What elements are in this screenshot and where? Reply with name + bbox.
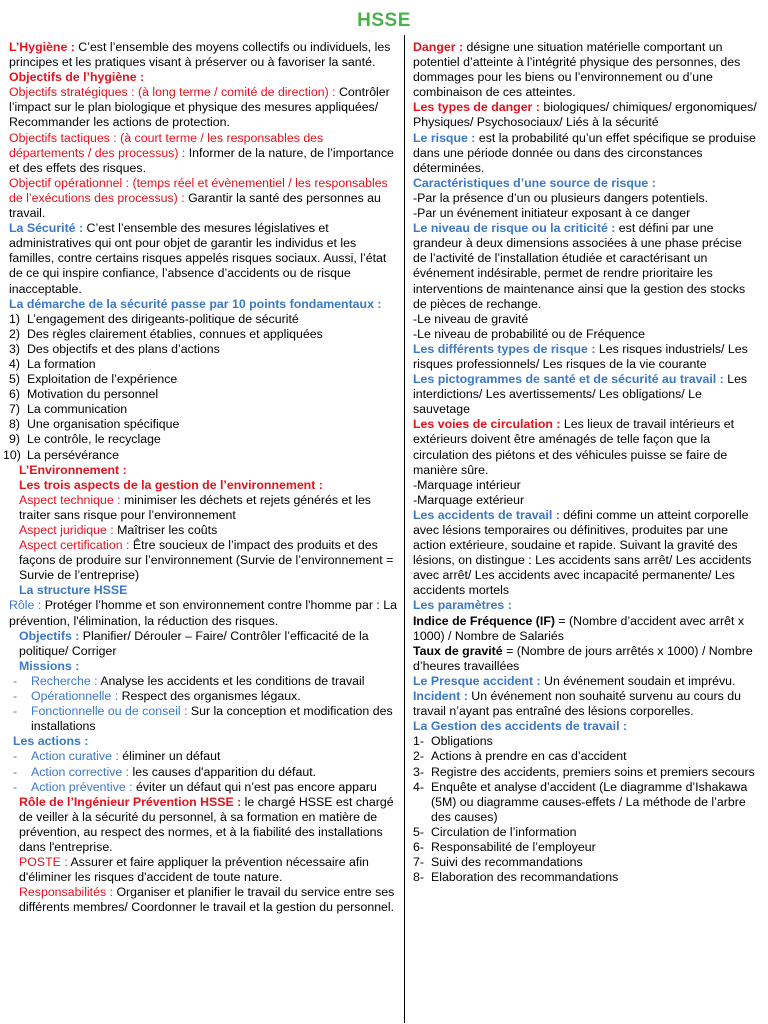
text-run: -Le niveau de gravité [413, 311, 529, 326]
list-number: 1) [9, 311, 20, 326]
text-run: Les risques industriels/ Les risques professionnels/ Les risques de la vie courante [413, 341, 748, 371]
text-run: Circulation de l’information [431, 824, 577, 839]
text-run: est défini par une grandeur à deux dimensions associées à une phase précise de l’activité de l’installation étudiée et caractérisant un événement indésirable, permet de rendre prioritaire les interventions de maintenance ainsi que la gestion des stocks de pièces de rechange. [413, 221, 746, 311]
text-run: Le Presque accident : [413, 673, 545, 688]
text-run: La Sécurité : [9, 221, 87, 236]
right-paragraph [413, 719, 758, 734]
text-run: Les lieux de travail intérieurs et extérieurs doivent être aménagés de telle façon que la circulation des piétons et des véhicules puisse se faire de manière sûre. [413, 417, 735, 477]
text-run: La persévérance [27, 447, 119, 462]
text-run: désigne une situation matérielle comportant un potentiel d’atteinte à l’intégrité physique des personnes, des dommages pour les biens ou l’environnement ou d’une combinaison de ces atteintes. [413, 40, 741, 100]
text-run: Suivi des recommandations [431, 855, 583, 870]
list-number: 10) [3, 447, 21, 462]
column-divider [404, 35, 405, 1023]
text-run: Action préventive : [31, 779, 136, 794]
text-run: La structure HSSE [19, 583, 128, 598]
text-run: Être soucieux de l’impact des produits et des façons de produire sur l’environnement (Survie de l’environnement = Survie de l’entreprise) [19, 538, 394, 583]
text-run: L’Hygiène : [9, 40, 79, 54]
text-run: Caractéristiques d’une source de risque : [413, 175, 656, 190]
text-run: Garantir la santé des personnes au travail. [9, 190, 381, 221]
right-paragraph [413, 312, 758, 327]
left-paragraph [13, 704, 399, 734]
text-run: Maîtriser les coûts [117, 523, 218, 537]
text-run: Objectifs tactiques : (à court terme / les responsables des départements / des processus) : [9, 130, 324, 160]
right-paragraph [413, 40, 758, 100]
right-paragraph [413, 840, 758, 855]
text-run: Une organisation spécifique [27, 417, 180, 432]
left-paragraph [9, 402, 399, 417]
left-paragraph [9, 432, 399, 447]
list-number: 3- [413, 764, 424, 779]
right-paragraph [413, 674, 758, 689]
list-number: 4) [9, 356, 20, 371]
text-run: Aspect juridique : [19, 523, 118, 537]
text-run: est la probabilité qu’un effet spécifique se produise dans une période donnée ou dans des circonstances déterminées. [413, 130, 756, 175]
text-run: -Marquage extérieur [413, 492, 525, 507]
left-paragraph [9, 297, 399, 312]
text-run: = (Nombre de jours arrêtés x 1000) / Nombre d’heures travaillées [413, 643, 753, 673]
dash-bullet: - [13, 673, 18, 688]
right-paragraph [413, 614, 758, 644]
left-paragraph [9, 598, 399, 628]
text-run: La communication [27, 402, 128, 417]
list-number: 1- [413, 734, 424, 749]
text-run: Responsabilités : [19, 885, 117, 900]
text-run: -Marquage intérieur [413, 477, 521, 492]
text-run: biologiques/ chimiques/ ergonomiques/ Physiques/ Psychosociaux/ Liés à la sécurité [413, 100, 757, 130]
text-run: Informer de la nature, de l’importance et des effets des risques. [9, 145, 394, 175]
left-paragraph [9, 478, 399, 493]
right-paragraph [413, 100, 758, 130]
left-paragraph [9, 176, 399, 221]
text-run: Missions : [19, 658, 80, 673]
dash-bullet: - [13, 764, 18, 779]
text-run: Un événement soudain et imprévu. [544, 673, 736, 688]
text-run: Les paramètres : [413, 598, 512, 613]
left-paragraph [9, 131, 399, 176]
page-title: HSSE [357, 10, 411, 31]
text-run: Les voies de circulation : [413, 417, 564, 432]
left-paragraph [9, 312, 399, 327]
text-run: Incident : [413, 689, 472, 704]
left-paragraph [9, 463, 399, 478]
text-run: Sur la conception et modification des installations [31, 704, 393, 734]
text-run: Contrôler l’impact sur le plan biologique et physique des mesures appliquées/ Recommander les actions de protection. [9, 85, 390, 130]
right-paragraph [413, 644, 758, 674]
left-paragraph [9, 855, 399, 885]
text-run: L’Environnement : [19, 462, 127, 477]
text-run: Action corrective : [31, 764, 133, 779]
text-run: Le niveau de risque ou la criticité : [413, 221, 619, 236]
text-run: Responsabilité de l’employeur [431, 839, 596, 854]
text-run: minimiser les déchets et rejets générés et les traiter sans risque pour l’environnement [19, 492, 371, 522]
right-paragraph [413, 855, 758, 870]
left-paragraph [9, 734, 399, 749]
list-number: 6- [413, 839, 424, 854]
left-paragraph [9, 885, 399, 915]
right-column [413, 40, 758, 885]
text-run: éliminer un défaut [122, 749, 221, 764]
left-paragraph [9, 70, 399, 85]
text-run: La Gestion des accidents de travail : [413, 719, 628, 734]
dash-bullet: - [13, 749, 18, 764]
left-paragraph [13, 689, 399, 704]
text-run: Un événement non souhaité survenu au cours du travail n’ayant pas entraîné des lésions corporelles. [413, 689, 741, 719]
left-paragraph [9, 659, 399, 674]
left-paragraph [9, 85, 399, 130]
text-run: Le contrôle, le recyclage [27, 432, 161, 447]
text-run: -Par un événement initiateur exposant à ce danger [413, 206, 691, 221]
text-run: La formation [27, 356, 96, 371]
text-run: C’est l’ensemble des moyens collectifs ou individuels, les principes et les pratiques visant à préserver ou à favoriser la santé. [9, 40, 391, 70]
text-run: Organiser et planifier le travail du service entre ses différents membres/ Coordonner le travail et la gestion du personnel. [19, 885, 395, 915]
dash-bullet: - [13, 704, 18, 719]
left-paragraph [13, 749, 399, 764]
text-run: Les interdictions/ Les avertissements/ Les obligations/ Le sauvetage [413, 372, 748, 417]
right-paragraph [413, 342, 758, 372]
list-number: 2- [413, 749, 424, 764]
text-run: Rôle : [9, 598, 45, 613]
text-run: Opérationnelle : [31, 689, 122, 704]
text-run: Les accidents de travail : [413, 507, 564, 522]
right-paragraph [413, 765, 758, 780]
list-number: 4- [413, 779, 424, 794]
text-run: Planifier/ Dérouler – Faire/ Contrôler l’efficacité de la politique/ Corriger [19, 628, 369, 658]
text-run: Analyse les accidents et les conditions de travail [100, 673, 365, 688]
text-run: Obligations [431, 734, 493, 749]
list-number: 6) [9, 387, 20, 402]
text-run: Objectifs : [19, 628, 83, 643]
left-paragraph [9, 357, 399, 372]
right-paragraph [413, 598, 758, 613]
text-run: -Par la présence d’un ou plusieurs dangers potentiels. [413, 190, 709, 205]
text-run: Objectif opérationnel : (temps réel et évènementiel / les responsables de l’exécutions des processus) : [9, 175, 388, 205]
right-paragraph [413, 327, 758, 342]
text-run: Rôle de l’Ingénieur Prévention HSSE : [19, 794, 245, 809]
text-run: Recherche : [31, 673, 101, 688]
list-number: 5- [413, 824, 424, 839]
list-number: 8) [9, 417, 20, 432]
text-run: Objectifs stratégiques : (à long terme / comité de direction) : [9, 85, 336, 100]
text-run: Les actions : [13, 734, 89, 749]
right-paragraph [413, 493, 758, 508]
text-run: Respect des organismes légaux. [121, 689, 301, 704]
list-number: 8- [413, 870, 424, 885]
text-run: -Le niveau de probabilité ou de Fréquence [413, 326, 645, 341]
right-paragraph [413, 508, 758, 599]
left-paragraph [13, 780, 399, 795]
text-run: Indice de Fréquence (IF) [413, 613, 555, 628]
text-run: Objectifs de l’hygiène : [9, 70, 145, 85]
left-paragraph [9, 417, 399, 432]
right-paragraph [413, 689, 758, 719]
list-number: 2) [9, 326, 20, 341]
right-paragraph [413, 221, 758, 312]
right-paragraph [413, 870, 758, 885]
text-run: Fonctionnelle ou de conseil : [31, 704, 191, 719]
text-run: Les différents types de risque : [413, 341, 599, 356]
right-paragraph [413, 734, 758, 749]
right-paragraph [413, 372, 758, 417]
text-run: POSTE : [19, 855, 71, 870]
left-column [3, 40, 399, 915]
text-run: Les types de danger : [413, 100, 544, 115]
left-paragraph [9, 40, 399, 70]
text-run: Des objectifs et des plans d’actions [27, 341, 220, 356]
text-run: Taux de gravité [413, 643, 503, 658]
list-number: 9) [9, 432, 20, 447]
left-paragraph [9, 342, 399, 357]
text-run: Des règles clairement établies, connues et appliquées [27, 326, 323, 341]
text-run: Actions à prendre en cas d’accident [431, 749, 627, 764]
right-paragraph [413, 780, 758, 825]
text-run: éviter un défaut qui n’est pas encore apparu [135, 779, 377, 794]
left-paragraph [9, 372, 399, 387]
right-paragraph [413, 131, 758, 176]
text-run: Motivation du personnel [27, 387, 159, 402]
text-run: Enquête et analyse d’accident (Le diagramme d’Ishakawa (5M) ou diagramme causes-effets / La méthode de l’arbre des causes) [431, 779, 748, 824]
text-run: Les trois aspects de la gestion de l’environnement : [19, 477, 323, 492]
left-paragraph [9, 523, 399, 538]
text-run: Action curative : [31, 749, 123, 764]
text-run: Aspect certification : [19, 538, 133, 553]
left-paragraph [9, 795, 399, 855]
list-number: 7- [413, 855, 424, 870]
left-paragraph [9, 387, 399, 402]
right-paragraph [413, 176, 758, 191]
left-paragraph [9, 221, 399, 296]
left-paragraph [9, 583, 399, 598]
left-paragraph [13, 674, 399, 689]
list-number: 7) [9, 402, 20, 417]
left-paragraph [9, 538, 399, 583]
left-paragraph [3, 448, 399, 463]
dash-bullet: - [13, 779, 18, 794]
text-run: Danger : [413, 40, 467, 54]
right-paragraph [413, 825, 758, 840]
left-paragraph [13, 765, 399, 780]
text-run: Les pictogrammes de santé et de sécurité au travail : [413, 372, 728, 387]
text-run: Assurer et faire appliquer la prévention nécessaire afin d'éliminer les risques d'accident de toute nature. [19, 855, 369, 885]
text-run: défini comme un atteint corporelle avec lésions temporaires ou définitives, produites par une action extérieure, soudaine et rapide. Suivant la gravité des lésions, on distingue : Les accidents sans arrêt/ Les accidents avec arrêt/ Les accidents avec incapacité permanente/ Les accidents mortels [413, 507, 752, 598]
list-number: 3) [9, 341, 20, 356]
text-run: le chargé HSSE est chargé de veiller à la sécurité du personnel, à sa formation en matière de prévention, au respect des normes, et à la fiabilité des installations dans l'entreprise. [19, 794, 394, 854]
text-run: Aspect technique : [19, 492, 124, 507]
text-run: C’est l’ensemble des mesures législatives et administratives qui ont pour objet de garantir les individus et les familles, contre certains risques appelés risques sociaux. Aussi, l’état de ce qui inspire confiance, l’absence d’accidents ou de risque inacceptable. [9, 221, 387, 296]
left-paragraph [9, 493, 399, 523]
text-run: Exploitation de l’expérience [27, 372, 178, 387]
left-paragraph [9, 327, 399, 342]
text-run: L’engagement des dirigeants-politique de sécurité [27, 311, 299, 326]
text-run: Le risque : [413, 130, 479, 145]
text-run: Protéger l’homme et son environnement contre l'homme par : La prévention, l'élimination, la réduction des risques. [9, 598, 397, 628]
text-run: = (Nombre d’accident avec arrêt x 1000) / Nombre de Salariés [413, 613, 744, 643]
right-paragraph [413, 749, 758, 764]
list-number: 5) [9, 372, 20, 387]
right-paragraph [413, 478, 758, 493]
text-run: Elaboration des recommandations [431, 870, 619, 885]
left-paragraph [9, 629, 399, 659]
right-paragraph [413, 417, 758, 477]
text-run: les causes d'apparition du défaut. [132, 764, 317, 779]
right-paragraph [413, 206, 758, 221]
text-run: Registre des accidents, premiers soins et premiers secours [431, 764, 755, 779]
right-paragraph [413, 191, 758, 206]
dash-bullet: - [13, 689, 18, 704]
text-run: La démarche de la sécurité passe par 10 points fondamentaux : [9, 296, 382, 311]
